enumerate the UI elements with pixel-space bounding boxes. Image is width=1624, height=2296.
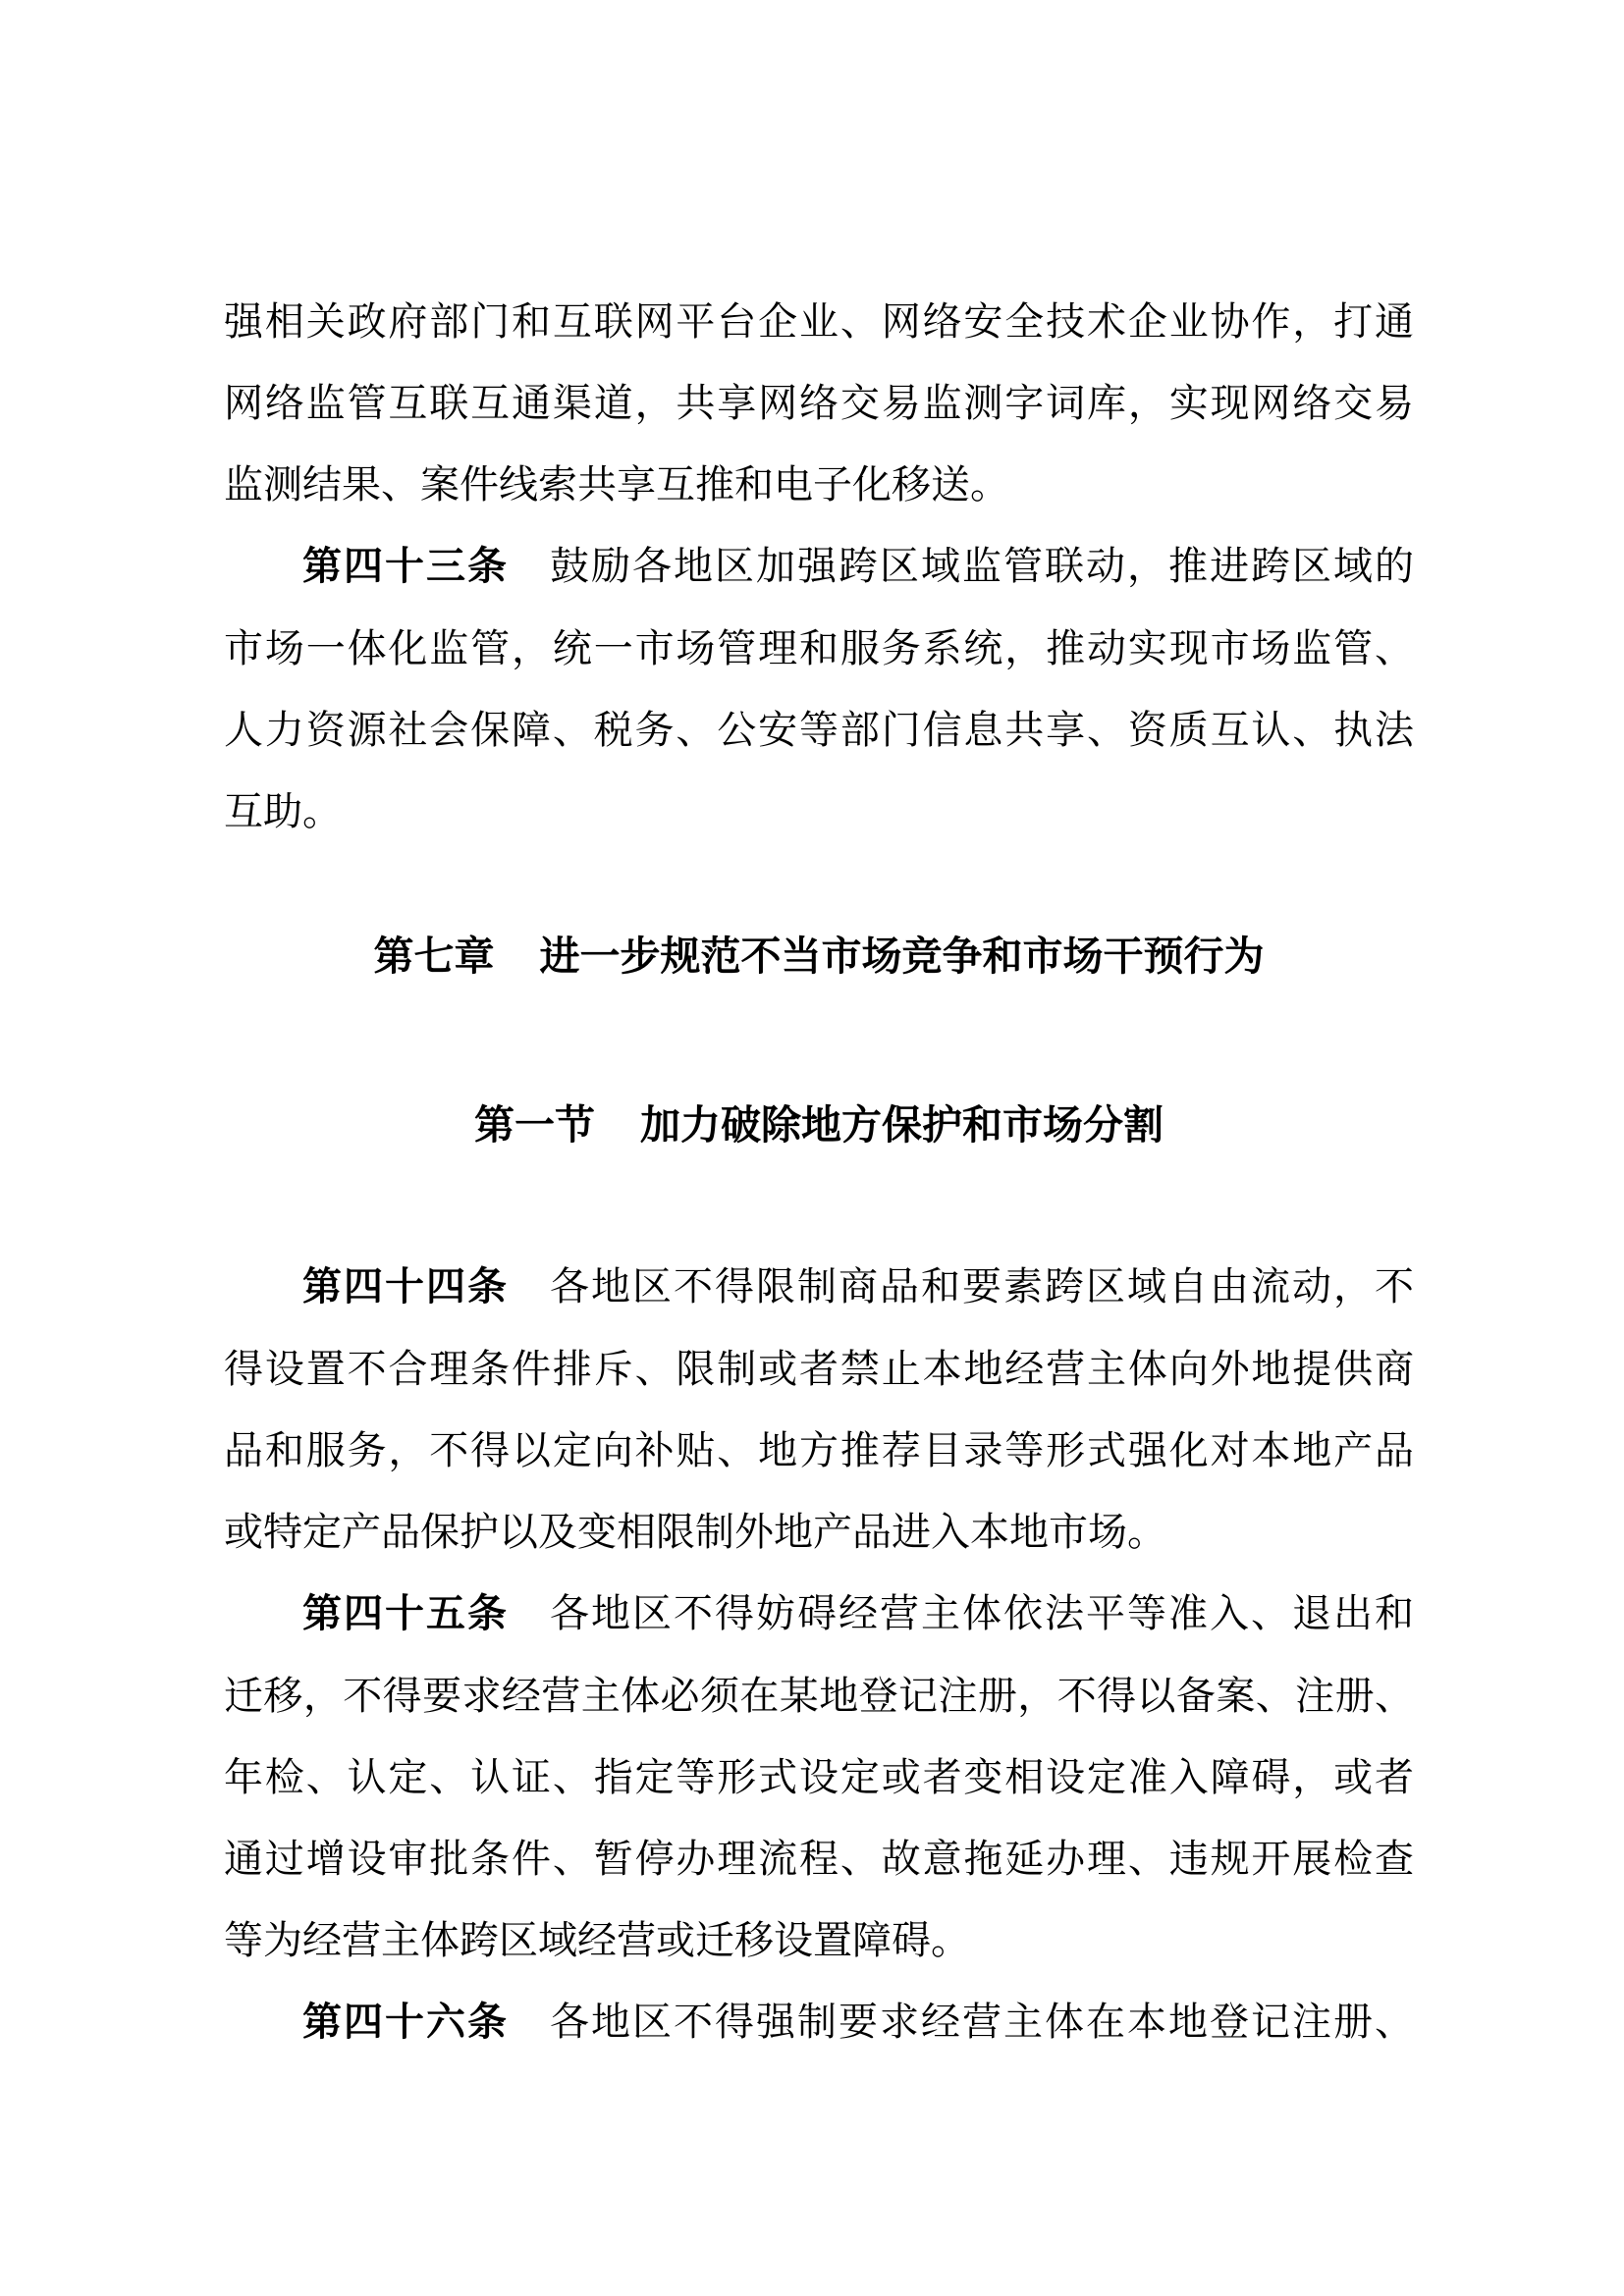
article-46 <box>224 1981 1414 2063</box>
section-number: 第一节 <box>474 1102 595 1148</box>
article-44 <box>224 1246 1414 1573</box>
section-heading <box>224 1085 1414 1166</box>
article-45 <box>224 1573 1414 1981</box>
article-number: 第四十五条 <box>302 1592 509 1635</box>
article-text: 鼓励各地区加强跨区域监管联动，推进跨区域的 <box>509 544 1414 588</box>
section-title: 加力破除地方保护和市场分割 <box>640 1102 1164 1148</box>
body-line: 通过增设审批条件、暂停办理流程、故意拖延办理、违规开展检查 <box>224 1837 1414 1881</box>
body-line: 品和服务，不得以定向补贴、地方推荐目录等形式强化对本地产品 <box>224 1428 1414 1472</box>
chapter-title: 进一步规范不当市场竞争和市场干预行为 <box>539 934 1265 979</box>
article-first-line <box>224 1981 1414 2063</box>
body-line: 或特定产品保护以及变相限制外地产品进入本地市场。 <box>224 1510 1166 1554</box>
article-first-line <box>224 1246 1414 1328</box>
chapter-heading <box>224 916 1414 997</box>
article-first-line <box>224 525 1414 608</box>
body-line: 等为经营主体跨区域经营或迁移设置障碍。 <box>224 1918 970 1962</box>
article-number: 第四十三条 <box>302 545 509 588</box>
body-line: 得设置不合理条件排斥、限制或者禁止本地经营主体向外地提供商 <box>224 1347 1414 1391</box>
article-43 <box>224 525 1414 852</box>
paragraph-continuation <box>224 281 1414 525</box>
body-line: 互助。 <box>224 789 342 833</box>
body-line: 监测结果、案件线索共享互推和电子化移送。 <box>224 462 1009 507</box>
article-number: 第四十六条 <box>302 2001 509 2044</box>
article-text: 各地区不得妨碍经营主体依法平等准入、退出和 <box>509 1591 1414 1635</box>
article-text: 各地区不得强制要求经营主体在本地登记注册、 <box>509 2000 1414 2044</box>
body-line: 迁移，不得要求经营主体必须在某地登记注册，不得以备案、注册、 <box>224 1674 1414 1718</box>
body-line: 年检、认定、认证、指定等形式设定或者变相设定准入障碍，或者 <box>224 1755 1414 1799</box>
article-text: 各地区不得限制商品和要素跨区域自由流动，不 <box>509 1264 1414 1308</box>
body-line: 强相关政府部门和互联网平台企业、网络安全技术企业协作，打通 <box>224 299 1414 344</box>
body-line: 市场一体化监管，统一市场管理和服务系统，推动实现市场监管、 <box>224 626 1414 670</box>
article-number: 第四十四条 <box>302 1265 509 1308</box>
article-first-line <box>224 1573 1414 1655</box>
body-line: 网络监管互联互通渠道，共享网络交易监测字词库，实现网络交易 <box>224 381 1414 425</box>
body-line: 人力资源社会保障、税务、公安等部门信息共享、资质互认、执法 <box>224 708 1414 752</box>
chapter-number: 第七章 <box>373 934 495 979</box>
